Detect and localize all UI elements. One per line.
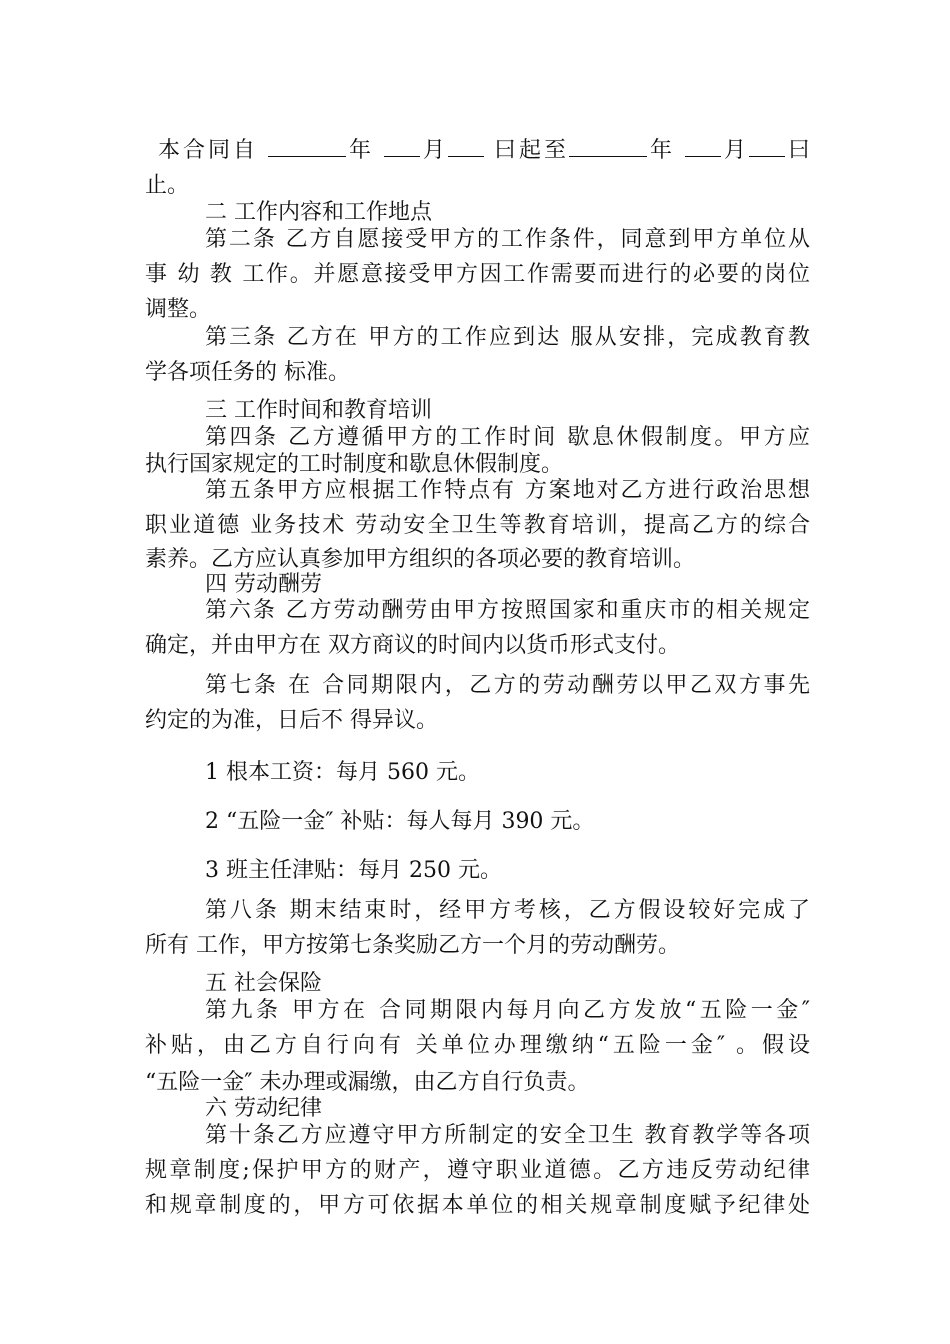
- term-day-end: 曰: [784, 138, 810, 163]
- term-month2: 月: [720, 138, 749, 163]
- art3-line2: 学各项任务的 标准。: [145, 360, 350, 385]
- art8-line2: 所有 工作，甲方按第七条奖励乙方一个月的劳动酬劳。: [145, 933, 680, 958]
- art9-line2: 补贴，由乙方自行向有 关单位办理缴纳“五险一金″ 。假设: [145, 1033, 810, 1058]
- salary-item-2: 2 “五险一金″ 补贴：每人每月 390 元。: [205, 809, 595, 834]
- start-day-blank[interactable]: [448, 136, 484, 157]
- art6-line2: 确定，并由甲方在 双方商议的时间内以货币形式支付。: [145, 633, 680, 658]
- term-year2: 年: [646, 138, 675, 163]
- term-month: 月: [419, 138, 448, 163]
- art2-line3: 调整。: [145, 297, 212, 322]
- art4-line2: 执行国家规定的工时制度和歇息休假制度。: [145, 452, 564, 477]
- art5-line2: 职业道德 业务技术 劳动安全卫生等教育培训，提高乙方的综合: [145, 513, 810, 538]
- section4-heading: 四 劳动酬劳: [205, 572, 322, 597]
- contract-term-end: 止。: [145, 173, 190, 198]
- start-year-blank[interactable]: [268, 136, 346, 157]
- section2-heading: 二 工作内容和工作地点: [205, 200, 432, 225]
- art10-line1: 第十条乙方应遵守甲方所制定的安全卫生 教育教学等各项: [205, 1123, 810, 1148]
- art9-line1: 第九条 甲方在 合同期限内每月向乙方发放“五险一金″: [205, 998, 810, 1023]
- end-month-blank[interactable]: [685, 136, 721, 157]
- art7-line2: 约定的为准，日后不 得异议。: [145, 708, 438, 733]
- term-year: 年: [345, 138, 374, 163]
- section5-heading: 五 社会保险: [205, 971, 322, 996]
- art2-line1: 第二条 乙方自愿接受甲方的工作条件，同意到甲方单位从: [205, 227, 810, 252]
- art9-line3: “五险一金″ 未办理或漏缴，由乙方自行负责。: [145, 1070, 590, 1095]
- end-day-blank[interactable]: [749, 136, 785, 157]
- art10-line2: 规章制度;保护甲方的财产，遵守职业道德。乙方违反劳动纪律: [145, 1158, 810, 1183]
- art4-line1: 第四条 乙方遵循甲方的工作时间 歇息休假制度。甲方应: [205, 425, 810, 450]
- section3-heading: 三 工作时间和教育培训: [205, 398, 432, 423]
- art8-line1: 第八条 期末结束时，经甲方考核，乙方假设较好完成了: [205, 898, 810, 923]
- art2-line2: 事 幼 教 工作。并愿意接受甲方因工作需要而进行的必要的岗位: [145, 262, 810, 287]
- art3-line1: 第三条 乙方在 甲方的工作应到达 服从安排，完成教育教: [205, 325, 810, 350]
- start-month-blank[interactable]: [384, 136, 420, 157]
- art5-line1: 第五条甲方应根据工作特点有 方案地对乙方进行政治思想: [205, 478, 810, 503]
- section6-heading: 六 劳动纪律: [205, 1096, 322, 1121]
- art5-line3: 素养。乙方应认真参加甲方组织的各项必要的教育培训。: [145, 547, 696, 572]
- art6-line1: 第六条 乙方劳动酬劳由甲方按照国家和重庆市的相关规定: [205, 598, 810, 623]
- term-day-start: 曰起至: [493, 138, 569, 163]
- art10-line3: 和规章制度的，甲方可依据本单位的相关规章制度赋予纪律处: [145, 1193, 810, 1218]
- salary-item-3: 3 班主任津贴：每月 250 元。: [205, 858, 502, 883]
- term-prefix: 本合同自: [158, 138, 258, 163]
- end-year-blank[interactable]: [569, 136, 647, 157]
- art7-line1: 第七条 在 合同期限内，乙方的劳动酬劳以甲乙双方事先: [205, 673, 810, 698]
- contract-term-line: [158, 136, 810, 165]
- salary-item-1: 1 根本工资：每月 560 元。: [205, 760, 480, 785]
